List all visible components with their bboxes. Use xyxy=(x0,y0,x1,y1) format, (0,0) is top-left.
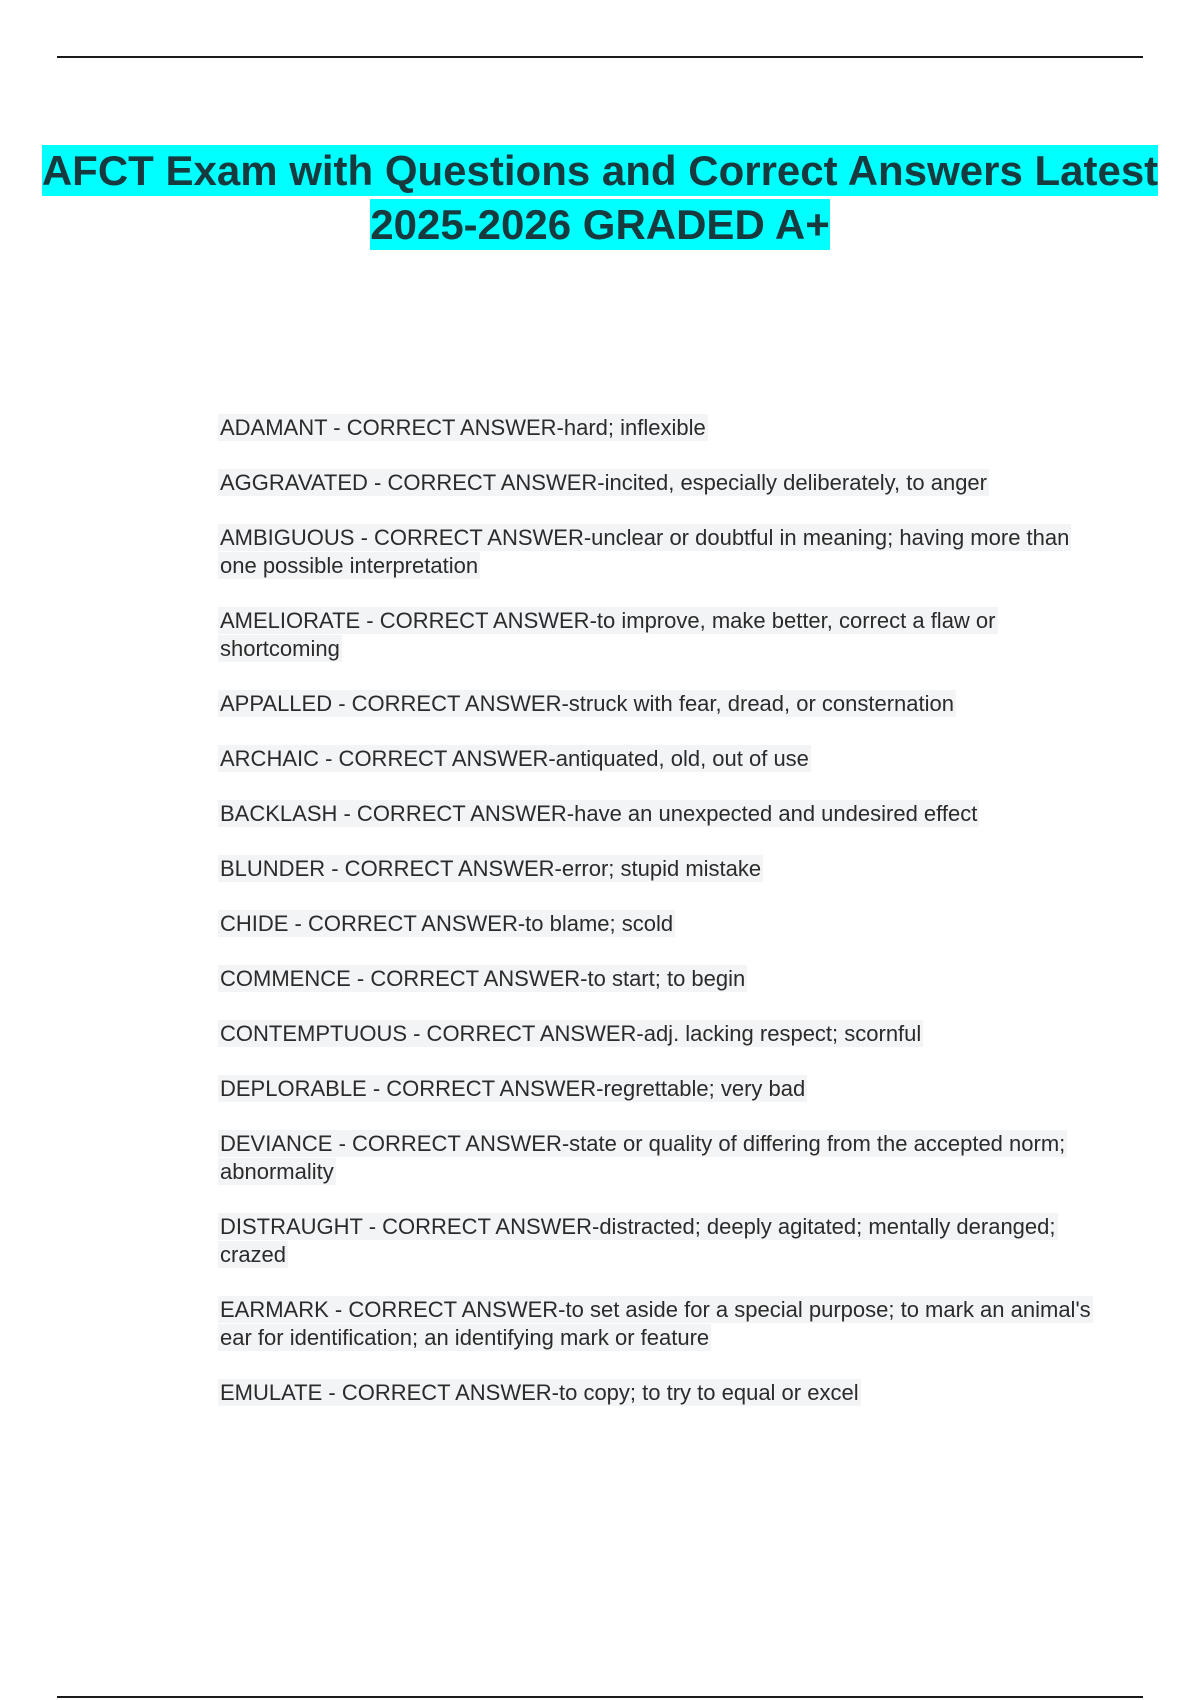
list-item xyxy=(218,910,1098,938)
document-title xyxy=(0,144,1200,252)
entry-text: EARMARK - CORRECT ANSWER-to set aside for a special purpose; to mark an animal's ear for identification; an identifying mark or feature xyxy=(220,1297,1091,1350)
list-item xyxy=(218,1075,1098,1103)
entry-text: DISTRAUGHT - CORRECT ANSWER-distracted; deeply agitated; mentally deranged; crazed xyxy=(220,1214,1056,1267)
entry-text: CONTEMPTUOUS - CORRECT ANSWER-adj. lacking respect; scornful xyxy=(220,1021,922,1046)
list-item xyxy=(218,800,1098,828)
entry-text: ARCHAIC - CORRECT ANSWER-antiquated, old, out of use xyxy=(220,746,809,771)
entry-text: AMELIORATE - CORRECT ANSWER-to improve, make better, correct a flaw or shortcoming xyxy=(220,608,996,661)
entry-text: DEPLORABLE - CORRECT ANSWER-regrettable; very bad xyxy=(220,1076,806,1101)
list-item xyxy=(218,855,1098,883)
list-item xyxy=(218,1020,1098,1048)
list-item xyxy=(218,1296,1098,1352)
entry-text: DEVIANCE - CORRECT ANSWER-state or quality of differing from the accepted norm; abnormality xyxy=(220,1131,1066,1184)
entry-text: AMBIGUOUS - CORRECT ANSWER-unclear or doubtful in meaning; having more than one possible interpretation xyxy=(220,525,1070,578)
document-title-text: AFCT Exam with Questions and Correct Answers Latest 2025-2026 GRADED A+ xyxy=(41,147,1159,248)
entry-text: BACKLASH - CORRECT ANSWER-have an unexpected and undesired effect xyxy=(220,801,978,826)
entry-text: CHIDE - CORRECT ANSWER-to blame; scold xyxy=(220,911,674,936)
entry-text: COMMENCE - CORRECT ANSWER-to start; to begin xyxy=(220,966,746,991)
entry-text: EMULATE - CORRECT ANSWER-to copy; to try to equal or excel xyxy=(220,1380,859,1405)
entry-text: ADAMANT - CORRECT ANSWER-hard; inflexible xyxy=(220,415,706,440)
top-rule xyxy=(57,56,1143,58)
list-item xyxy=(218,1130,1098,1186)
bottom-rule xyxy=(57,1696,1143,1698)
list-item xyxy=(218,414,1098,442)
list-item xyxy=(218,1379,1098,1407)
list-item xyxy=(218,524,1098,580)
list-item xyxy=(218,965,1098,993)
list-item xyxy=(218,690,1098,718)
entry-text: AGGRAVATED - CORRECT ANSWER-incited, especially deliberately, to anger xyxy=(220,470,987,495)
list-item xyxy=(218,469,1098,497)
entry-list xyxy=(218,414,1098,1434)
entry-text: BLUNDER - CORRECT ANSWER-error; stupid mistake xyxy=(220,856,762,881)
entry-text: APPALLED - CORRECT ANSWER-struck with fear, dread, or consternation xyxy=(220,691,955,716)
list-item xyxy=(218,1213,1098,1269)
list-item xyxy=(218,745,1098,773)
list-item xyxy=(218,607,1098,663)
